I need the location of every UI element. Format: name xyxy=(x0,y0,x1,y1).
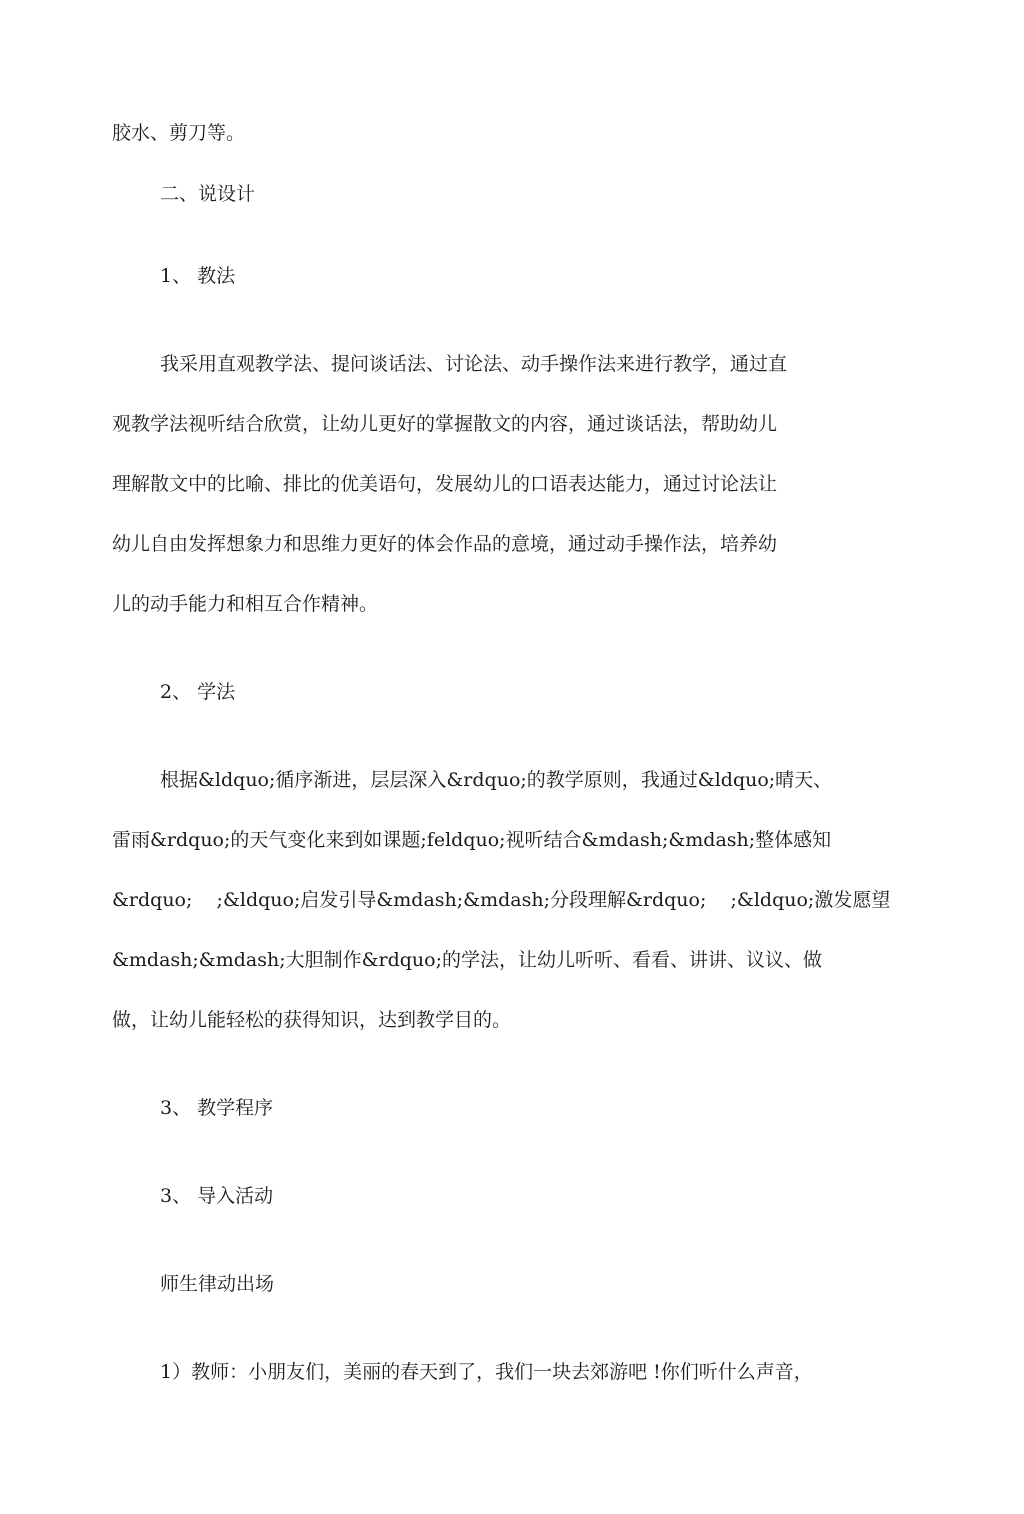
text-line: 理解散文中的比喻、排比的优美语句，发展幼儿的口语表达能力，通过讨论法让 xyxy=(112,473,778,495)
text-line: &mdash;&mdash;大胆制作&rdquo;的学法，让幼儿听听、看看、讲讲、议议、做 xyxy=(112,949,823,971)
text-line: 幼儿自由发挥想象力和思维力更好的体会作品的意境，通过动手操作法，培养幼 xyxy=(112,533,778,555)
text-line: 观教学法视听结合欣赏，让幼儿更好的掌握散文的内容，通过谈话法，帮助幼儿 xyxy=(112,413,778,435)
subsection-heading: 1、 教法 xyxy=(160,265,236,287)
text-line: &rdquo; ;&ldquo;启发引导&mdash;&mdash;分段理解&rdquo; ;&ldquo;激发愿望 xyxy=(112,889,891,911)
text-line: 胶水、剪刀等。 xyxy=(112,122,246,144)
subsection-heading: 3、 导入活动 xyxy=(160,1185,274,1207)
text-line: 雷雨&rdquo;的天气变化来到如课题;feldquo;视听结合&mdash;&mdash;整体感知 xyxy=(112,829,832,851)
subsection-heading: 3、 教学程序 xyxy=(160,1097,274,1119)
text-line: 做，让幼儿能轻松的获得知识，达到教学目的。 xyxy=(112,1009,512,1031)
subsection-heading: 2、 学法 xyxy=(160,681,236,703)
section-heading: 二、说设计 xyxy=(160,183,256,205)
text-line: 根据&ldquo;循序渐进，层层深入&rdquo;的教学原则，我通过&ldquo;晴天、 xyxy=(160,769,833,791)
text-line: 1）教师：小朋友们，美丽的春天到了，我们一块去郊游吧 !你们听什么声音， xyxy=(160,1361,813,1383)
text-line: 我采用直观教学法、提问谈话法、讨论法、动手操作法来进行教学，通过直 xyxy=(160,353,788,375)
text-line: 儿的动手能力和相互合作精神。 xyxy=(112,593,379,615)
text-line: 师生律动出场 xyxy=(160,1273,275,1295)
